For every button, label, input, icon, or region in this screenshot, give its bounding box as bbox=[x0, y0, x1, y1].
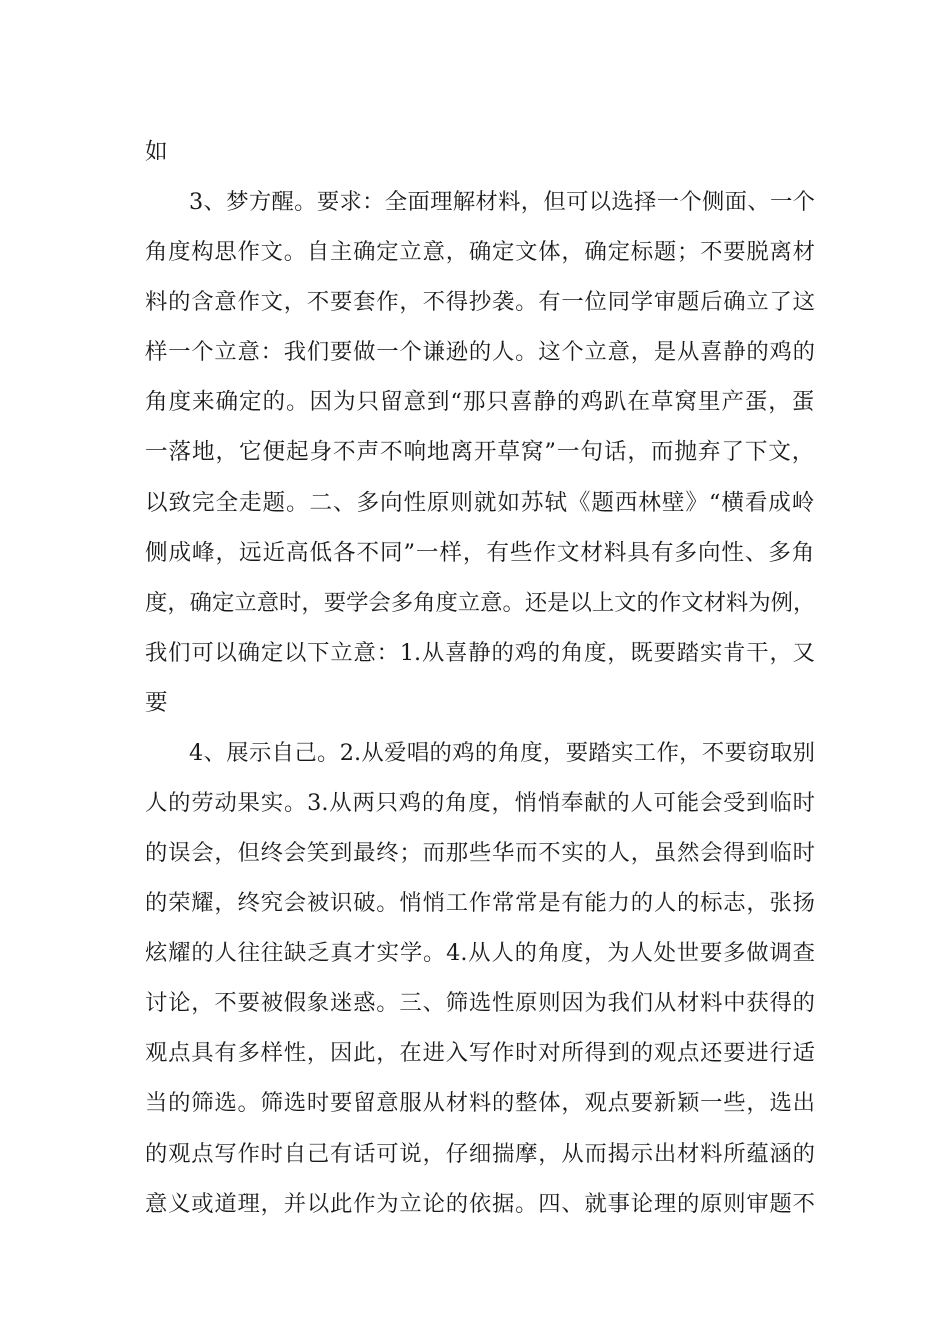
text-line: 的误会，但终会笑到最终；而那些华而不实的人，虽然会得到临时 bbox=[145, 840, 815, 866]
text-line: 角度来确定的。因为只留意到“那只喜静的鸡趴在草窝里产蛋，蛋 bbox=[145, 389, 815, 415]
text-line: 一落地，它便起身不声不响地离开草窝”一句话，而抛弃了下文， bbox=[145, 439, 815, 465]
text-line: 观点具有多样性，因此，在进入写作时对所得到的观点还要进行适 bbox=[145, 1040, 815, 1066]
text-line: 以致完全走题。二、多向性原则就如苏轼《题西林壁》“横看成岭 bbox=[145, 490, 815, 516]
text-line: 意义或道理，并以此作为立论的依据。四、就事论理的原则审题不 bbox=[145, 1191, 815, 1217]
text-line: 的观点写作时自己有话可说，仔细揣摩，从而揭示出材料所蕴涵的 bbox=[145, 1141, 815, 1167]
paragraph-start-line: 4、展示自己。2.从爱唱的鸡的角度，要踏实工作，不要窃取别 bbox=[189, 740, 815, 766]
text-line: 我们可以确定以下立意：1.从喜静的鸡的角度，既要踏实肯干，又 bbox=[145, 640, 815, 666]
text-line: 样一个立意：我们要做一个谦逊的人。这个立意，是从喜静的鸡的 bbox=[145, 339, 815, 365]
text-line: 要 bbox=[145, 690, 169, 716]
text-line: 当的筛选。筛选时要留意服从材料的整体，观点要新颖一些，选出 bbox=[145, 1090, 815, 1116]
text-line: 炫耀的人往往缺乏真才实学。4.从人的角度，为人处世要多做调查 bbox=[145, 940, 815, 966]
text-line: 侧成峰，远近高低各不同”一样，有些作文材料具有多向性、多角 bbox=[145, 540, 815, 566]
text-line: 料的含意作文，不要套作，不得抄袭。有一位同学审题后确立了这 bbox=[145, 289, 815, 315]
paragraph-start-line: 3、梦方醒。要求：全面理解材料，但可以选择一个侧面、一个 bbox=[189, 189, 815, 215]
text-line: 人的劳动果实。3.从两只鸡的角度，悄悄奉献的人可能会受到临时 bbox=[145, 790, 815, 816]
text-line: 讨论，不要被假象迷惑。三、筛选性原则因为我们从材料中获得的 bbox=[145, 990, 815, 1016]
text-line: 度，确定立意时，要学会多角度立意。还是以上文的作文材料为例， bbox=[145, 590, 816, 616]
text-line: 角度构思作文。自主确定立意，确定文体，确定标题；不要脱离材 bbox=[145, 239, 815, 265]
text-line: 如 bbox=[145, 139, 169, 165]
text-line: 的荣耀，终究会被识破。悄悄工作常常是有能力的人的标志，张扬 bbox=[145, 890, 815, 916]
